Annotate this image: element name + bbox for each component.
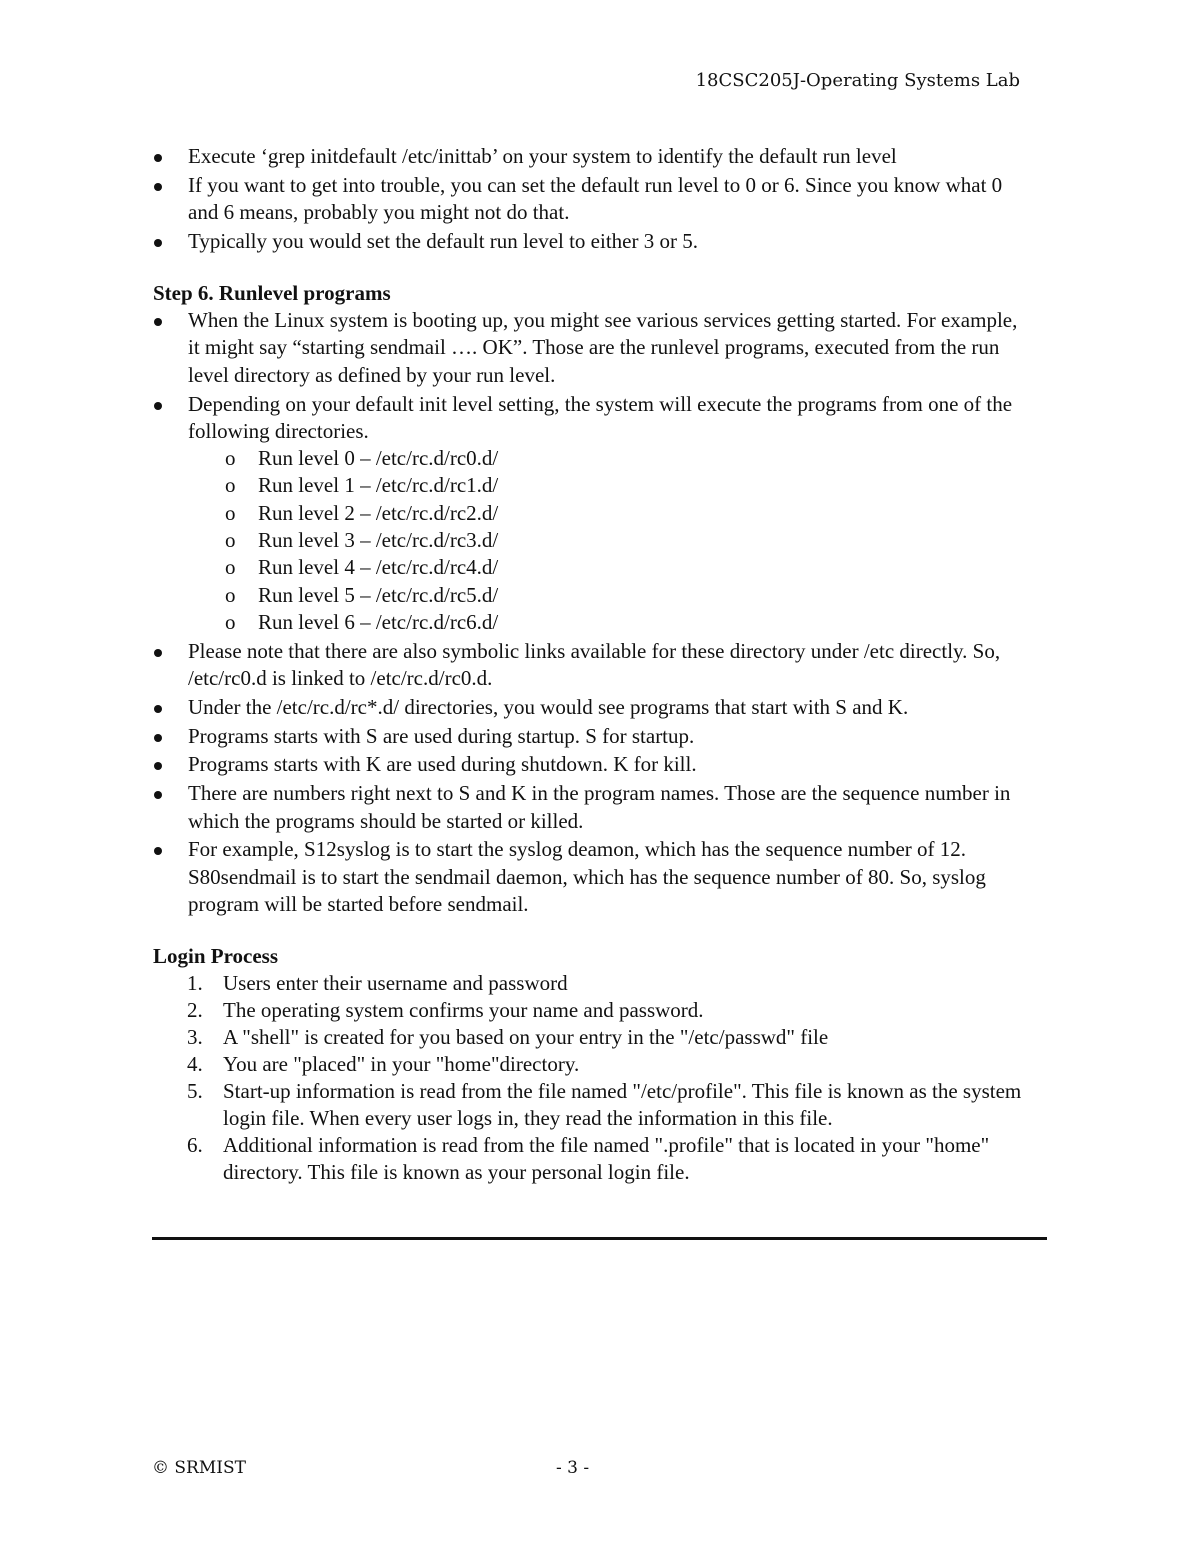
bullet-icon — [154, 705, 162, 713]
runlevel-item: o Run level 6 – /etc/rc.d/rc6.d/ — [153, 609, 1033, 636]
document-body — [153, 143, 1033, 1186]
bullet-icon — [154, 154, 162, 162]
step-number: 2. — [187, 998, 203, 1023]
list-item: Execute ‘grep initdefault /etc/inittab’ on your system to identify the default run level — [153, 143, 1033, 170]
bullet-icon — [154, 847, 162, 855]
login-step: 2. The operating system confirms your name and password. — [187, 998, 704, 1023]
bullet-icon — [154, 791, 162, 799]
footer-divider — [152, 1237, 1047, 1240]
runlevel-item: o Run level 2 – /etc/rc.d/rc2.d/ — [153, 500, 1033, 527]
bullet-icon — [154, 734, 162, 742]
step-number: 5. — [187, 1079, 203, 1104]
step6-heading: Step 6. Runlevel programs — [153, 281, 391, 306]
runlevel-item: o Run level 5 – /etc/rc.d/rc5.d/ — [153, 582, 1033, 609]
runlevel-directory-list — [153, 445, 1033, 636]
login-step: 5. Start-up information is read from the file named "/etc/profile". This file is known as the system login file. When every user logs in, they read the information in this file. — [187, 1079, 1022, 1131]
bullet-icon — [154, 762, 162, 770]
bullet-icon — [154, 183, 162, 191]
circle-bullet-icon: o — [225, 446, 236, 471]
list-item: Programs starts with S are used during startup. S for startup. — [153, 723, 1033, 750]
step-number: 4. — [187, 1052, 203, 1077]
bullet-icon — [154, 649, 162, 657]
list-item: Depending on your default init level setting, the system will execute the programs from one of the following directories. o Run level 0 – /etc/rc.d/rc0.d/ o Run level 1 – /etc/rc.d/rc1.d/ o Run level 2 – /etc/rc.d/rc2.d/ o Run level 3 – /etc/rc.d/rc3.d/ o Run level 4 – /etc/rc.d/rc4.d/ o Run level 5 – /etc/rc.d/rc5.d/ o Run level 6 – /etc/rc.d/rc6.d/ — [153, 391, 1033, 637]
list-item: When the Linux system is booting up, you might see various services getting started. For example, it might say “starting sendmail …. OK”. Those are the runlevel programs, executed from the run level directory as defined by your run level. — [153, 307, 1033, 389]
bullet-icon — [154, 318, 162, 326]
circle-bullet-icon: o — [225, 500, 236, 525]
page-header: 18CSC205J-Operating Systems Lab — [695, 70, 1020, 91]
login-step: 1. Users enter their username and password — [187, 971, 568, 996]
login-step: 6. Additional information is read from the file named ".profile" that is located in your "home" directory. This file is known as your personal login file. — [187, 1133, 990, 1185]
footer-copyright: © SRMIST — [152, 1458, 246, 1478]
list-item: Please note that there are also symbolic links available for these directory under /etc directly. So, /etc/rc0.d is linked to /etc/rc.d/rc0.d. — [153, 638, 1033, 693]
intro-bullet-list — [153, 143, 1033, 255]
step-number: 6. — [187, 1133, 203, 1158]
list-item: For example, S12syslog is to start the syslog deamon, which has the sequence number of 12. S80sendmail is to start the sendmail daemon, which has the sequence number of 80. So, syslog program will be started before sendmail. — [153, 836, 1033, 918]
circle-bullet-icon: o — [225, 473, 236, 498]
list-item: Programs starts with K are used during shutdown. K for kill. — [153, 751, 1033, 778]
runlevel-item: o Run level 0 – /etc/rc.d/rc0.d/ — [153, 445, 1033, 472]
list-item: If you want to get into trouble, you can set the default run level to 0 or 6. Since you know what 0 and 6 means, probably you might not do that. — [153, 172, 1033, 227]
circle-bullet-icon: o — [225, 609, 236, 634]
runlevel-item: o Run level 4 – /etc/rc.d/rc4.d/ — [153, 554, 1033, 581]
step-number: 1. — [187, 971, 203, 996]
step-number: 3. — [187, 1025, 203, 1050]
step6-bullet-list — [153, 307, 1033, 918]
bullet-icon — [154, 402, 162, 410]
list-item: There are numbers right next to S and K in the program names. Those are the sequence number in which the programs should be started or killed. — [153, 780, 1033, 835]
list-item: Typically you would set the default run level to either 3 or 5. — [153, 228, 1033, 255]
page-number: - 3 - — [556, 1458, 590, 1478]
circle-bullet-icon: o — [225, 555, 236, 580]
runlevel-item: o Run level 1 – /etc/rc.d/rc1.d/ — [153, 472, 1033, 499]
login-steps-list — [153, 970, 1033, 1186]
bullet-icon — [154, 239, 162, 247]
circle-bullet-icon: o — [225, 582, 236, 607]
login-process-heading: Login Process — [153, 944, 279, 969]
login-step: 3. A "shell" is created for you based on your entry in the "/etc/passwd" file — [187, 1025, 829, 1050]
login-step: 4. You are "placed" in your "home"directory. — [187, 1052, 580, 1077]
runlevel-item: o Run level 3 – /etc/rc.d/rc3.d/ — [153, 527, 1033, 554]
list-item: Under the /etc/rc.d/rc*.d/ directories, you would see programs that start with S and K. — [153, 694, 1033, 721]
circle-bullet-icon: o — [225, 528, 236, 553]
